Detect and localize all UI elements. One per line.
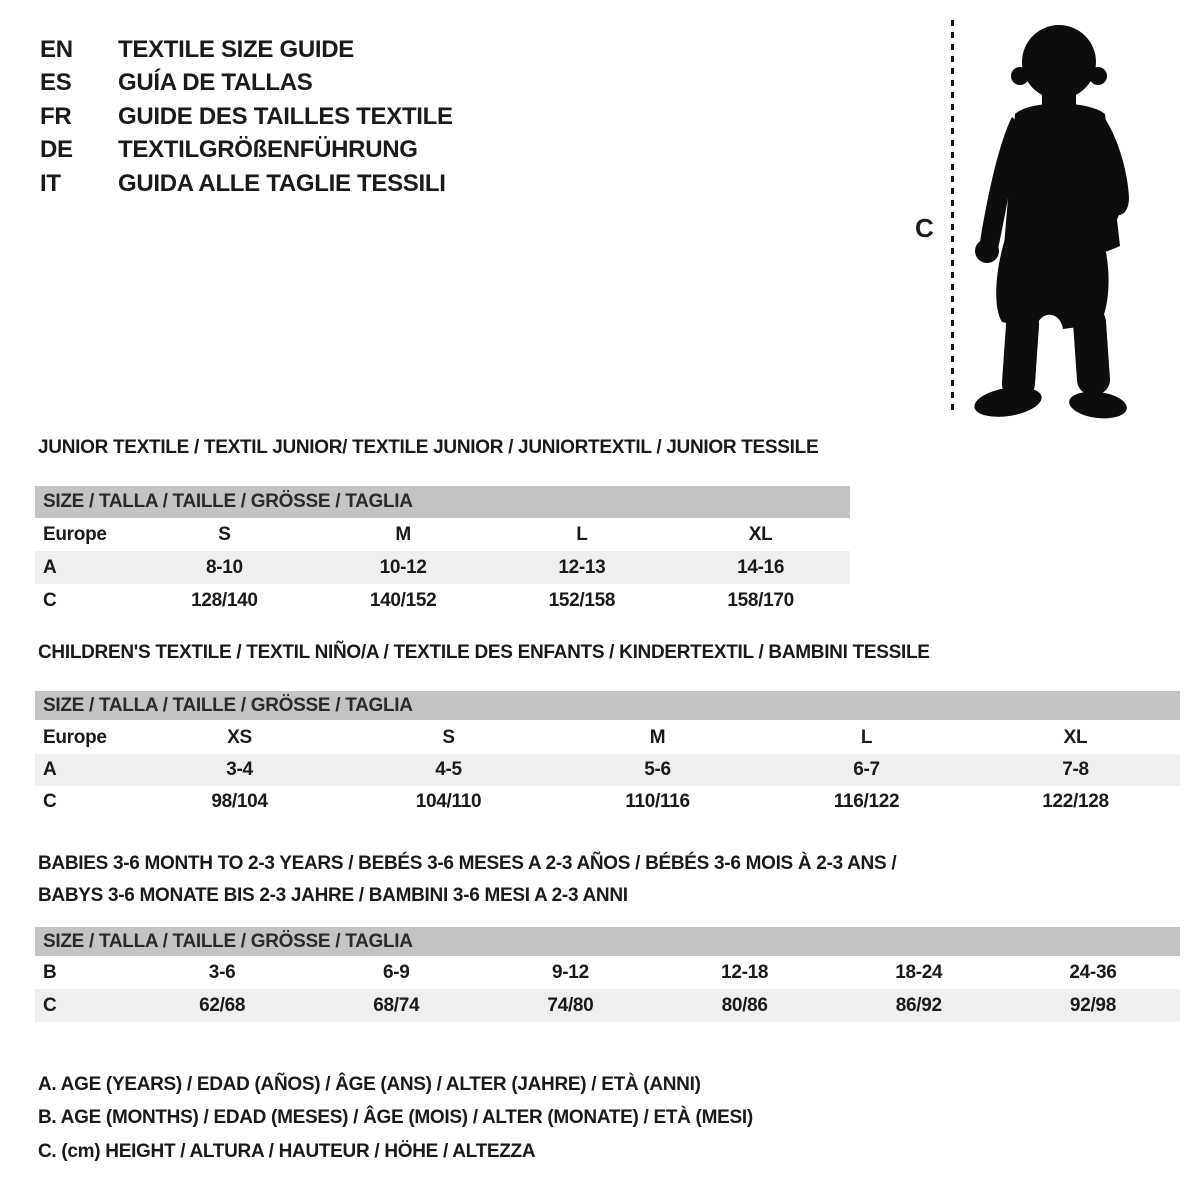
age-cell: 6-7 — [853, 759, 880, 780]
height-cell: 116/122 — [833, 791, 900, 812]
age-cell: 8-10 — [205, 556, 243, 578]
row-label: A — [43, 759, 57, 780]
row-label: A — [43, 556, 57, 578]
children-size-header-bar: SIZE / TALLA / TAILLE / GRÖSSE / TAGLIA — [35, 691, 1180, 720]
babies-title-line2: BABYS 3-6 MONATE BIS 2-3 JAHRE / BAMBINI 3-6 MESI A 2-3 ANNI — [38, 885, 628, 906]
height-cell: 92/98 — [1069, 994, 1116, 1016]
age-cell: 4-5 — [435, 759, 462, 780]
lang-title: GUIDE DES TAILLES TEXTILE — [118, 102, 453, 130]
measurement-legend — [38, 1068, 753, 1168]
age-cell: 12-18 — [721, 961, 769, 983]
babies-title-line1: BABIES 3-6 MONTH TO 2-3 YEARS / BEBÉS 3-6 MESES A 2-3 AÑOS / BÉBÉS 3-6 MOIS À 2-3 ANS / — [38, 853, 897, 874]
junior-section-title: JUNIOR TEXTILE / TEXTIL JUNIOR/ TEXTILE JUNIOR / JUNIORTEXTIL / JUNIOR TESSILE — [38, 437, 819, 458]
age-cell: 10-12 — [379, 556, 427, 578]
age-cell: 3-6 — [208, 961, 236, 983]
table-row — [35, 518, 850, 551]
table-row — [35, 989, 1180, 1022]
lang-row-es — [40, 66, 453, 99]
size-cell: M — [395, 523, 411, 545]
babies-size-table — [35, 956, 1180, 1022]
legend-line-a: A. AGE (YEARS) / EDAD (AÑOS) / ÂGE (ANS) / ALTER (JAHRE) / ETÀ (ANNI) — [38, 1074, 701, 1095]
height-measure-label: C — [915, 213, 934, 243]
age-cell: 24-36 — [1069, 961, 1117, 983]
age-cell: 3-4 — [226, 759, 253, 780]
age-cell: 6-9 — [382, 961, 410, 983]
row-label: Europe — [43, 727, 107, 748]
lang-title: TEXTILE SIZE GUIDE — [118, 36, 354, 63]
junior-size-table — [35, 518, 850, 617]
lang-row-it — [40, 167, 453, 200]
babies-section-title — [38, 848, 896, 912]
children-size-table — [35, 722, 1180, 818]
row-label: C — [43, 589, 57, 611]
lang-code: ES — [40, 69, 72, 97]
size-cell: S — [442, 727, 455, 748]
height-cell: 62/68 — [199, 994, 246, 1016]
lang-title: TEXTILGRÖßENFÜHRUNG — [118, 136, 418, 164]
table-row — [35, 722, 1180, 754]
height-cell: 68/74 — [373, 994, 420, 1016]
legend-line-c: C. (cm) HEIGHT / ALTURA / HAUTEUR / HÖHE / ALTEZZA — [38, 1140, 536, 1162]
age-cell: 5-6 — [644, 759, 671, 780]
size-cell: XL — [1063, 727, 1088, 748]
lang-row-fr — [40, 100, 453, 133]
table-row — [35, 754, 1180, 786]
table-row — [35, 786, 1180, 818]
age-cell: 9-12 — [552, 961, 589, 983]
size-cell: XL — [748, 523, 773, 545]
lang-code: FR — [40, 102, 72, 130]
lang-title: GUIDA ALLE TAGLIE TESSILI — [118, 169, 446, 197]
height-cell: 152/158 — [548, 589, 616, 611]
row-label: C — [43, 791, 57, 812]
height-cell: 158/170 — [727, 589, 794, 611]
lang-code: DE — [40, 136, 73, 164]
language-title-list — [40, 33, 453, 200]
row-label: C — [43, 994, 57, 1016]
table-row — [35, 956, 1180, 989]
height-cell: 104/110 — [415, 791, 482, 812]
size-cell: M — [649, 727, 666, 748]
age-cell: 14-16 — [737, 556, 785, 578]
height-cell: 98/104 — [211, 791, 268, 812]
table-row — [35, 551, 850, 584]
age-cell: 7-8 — [1062, 759, 1089, 780]
size-cell: L — [576, 523, 588, 545]
height-cell: 122/128 — [1042, 791, 1109, 812]
height-cell: 140/152 — [369, 589, 437, 611]
babies-size-header-bar: SIZE / TALLA / TAILLE / GRÖSSE / TAGLIA — [35, 927, 1180, 956]
age-cell: 18-24 — [895, 961, 943, 983]
toddler-silhouette-icon — [960, 14, 1140, 424]
row-label: B — [43, 961, 57, 983]
height-measure-dashed-line — [951, 20, 954, 416]
size-cell: XS — [227, 727, 252, 748]
height-cell: 128/140 — [191, 589, 258, 611]
height-cell: 110/116 — [625, 791, 690, 812]
lang-code: IT — [40, 169, 61, 197]
lang-row-en — [40, 33, 453, 66]
size-cell: L — [860, 727, 873, 748]
junior-size-header-bar: SIZE / TALLA / TAILLE / GRÖSSE / TAGLIA — [35, 486, 850, 518]
row-label: Europe — [43, 523, 107, 545]
size-cell: S — [218, 523, 231, 545]
height-cell: 80/86 — [721, 994, 768, 1016]
legend-line-b: B. AGE (MONTHS) / EDAD (MESES) / ÂGE (MOIS) / ALTER (MONATE) / ETÀ (MESI) — [38, 1107, 753, 1129]
lang-title: GUÍA DE TALLAS — [118, 69, 313, 97]
lang-code: EN — [40, 36, 73, 63]
table-row — [35, 584, 850, 617]
lang-row-de — [40, 133, 453, 166]
height-cell: 74/80 — [547, 994, 594, 1016]
height-cell: 86/92 — [895, 994, 942, 1016]
age-cell: 12-13 — [558, 556, 606, 578]
children-section-title: CHILDREN'S TEXTILE / TEXTIL NIÑO/A / TEXTILE DES ENFANTS / KINDERTEXTIL / BAMBINI TESSILE — [38, 642, 930, 663]
